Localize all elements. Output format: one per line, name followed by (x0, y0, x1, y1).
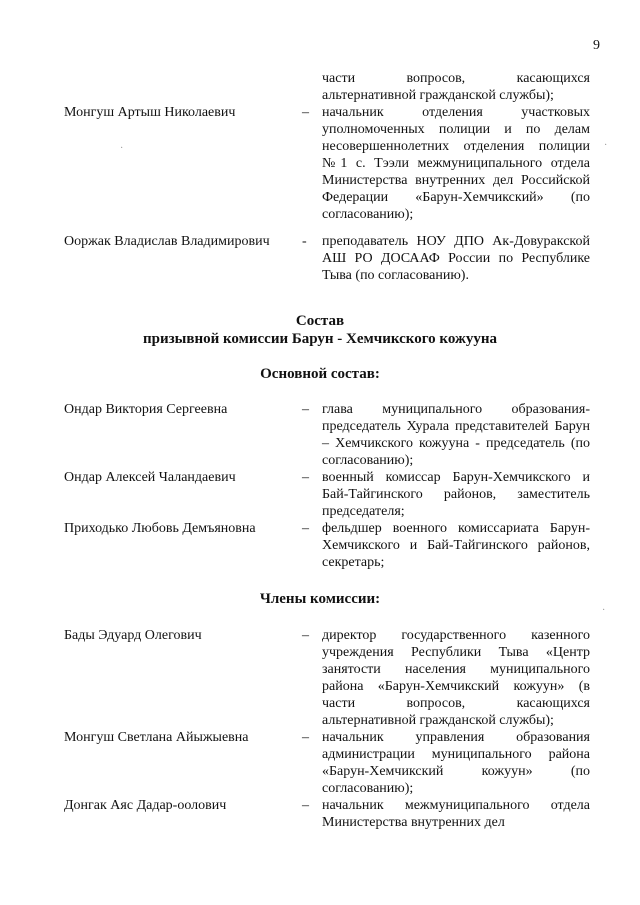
entry-dash: – (302, 521, 309, 536)
main-composition-heading: Основной состав: (260, 366, 380, 382)
scan-speck: · (602, 605, 606, 616)
scan-speck: · (604, 140, 608, 151)
entry-name: Ооржак Владислав Владимирович (64, 234, 270, 249)
entry-description: начальник управления образования администрации муниципального района «Барун-Хемчикский кожуун» (по согласованию); (322, 730, 590, 796)
entry-name: Ондар Алексей Чаландаевич (64, 470, 236, 485)
entry-dash: – (302, 470, 309, 485)
entry-name: Ондар Виктория Сергеевна (64, 402, 228, 417)
entry-name: Бады Эдуард Олегович (64, 628, 202, 643)
entry-description: военный комиссар Барун-Хемчикского и Бай-Тайгинского районов, заместитель председателя; (322, 470, 590, 519)
entry-name: Монгуш Светлана Айыжыевна (64, 730, 249, 745)
members-heading: Члены комиссии: (259, 591, 381, 607)
page-number: 9 (593, 38, 600, 53)
entry-dash: – (302, 730, 309, 745)
entry-dash: – (302, 105, 309, 120)
entry-description: глава муниципального образования-председатель Хурала представителей Барун – Хемчикского кожууна - председатель (по согласованию); (322, 402, 590, 468)
section-subtitle: призывной комиссии Барун - Хемчикского кожууна (142, 331, 498, 347)
entry-name: Монгуш Артыш Николаевич (64, 105, 236, 120)
scan-speck: · (120, 143, 124, 154)
entry-description: преподаватель НОУ ДПО Ак-Довуракской АШ РО ДОСААФ России по Республике Тыва (по согласованию). (322, 234, 590, 283)
entry-name: Донгак Аяс Дадар-оолович (64, 798, 227, 813)
entry-description: части вопросов, касающихся альтернативной гражданской службы); (322, 71, 590, 103)
section-title: Состав (295, 313, 345, 329)
entry-dash: - (302, 234, 307, 249)
entry-dash: – (302, 798, 309, 813)
entry-dash: – (302, 628, 309, 643)
entry-description: начальник отделения участковых уполномоченных полиции и по делам несовершеннолетних отделения полиции №1 с. Тээли межмуниципального отдела Министерства внутренних дел Российской Федерации «Барун-Хемчикский» (по согласованию); (322, 105, 590, 222)
entry-description: фельдшер военного комиссариата Барун-Хемчикского и Бай-Тайгинского районов, секретарь; (322, 521, 590, 570)
entry-name: Приходько Любовь Демъяновна (64, 521, 256, 536)
entry-description: начальник межмуниципального отдела Министерства внутренних дел (322, 798, 590, 830)
entry-dash: – (302, 402, 309, 417)
entry-description: директор государственного казенного учреждения Республики Тыва «Центр занятости населения муниципального района «Барун-Хемчикский кожуун» (в части вопросов, касающихся альтернативной гражданской службы); (322, 628, 590, 728)
